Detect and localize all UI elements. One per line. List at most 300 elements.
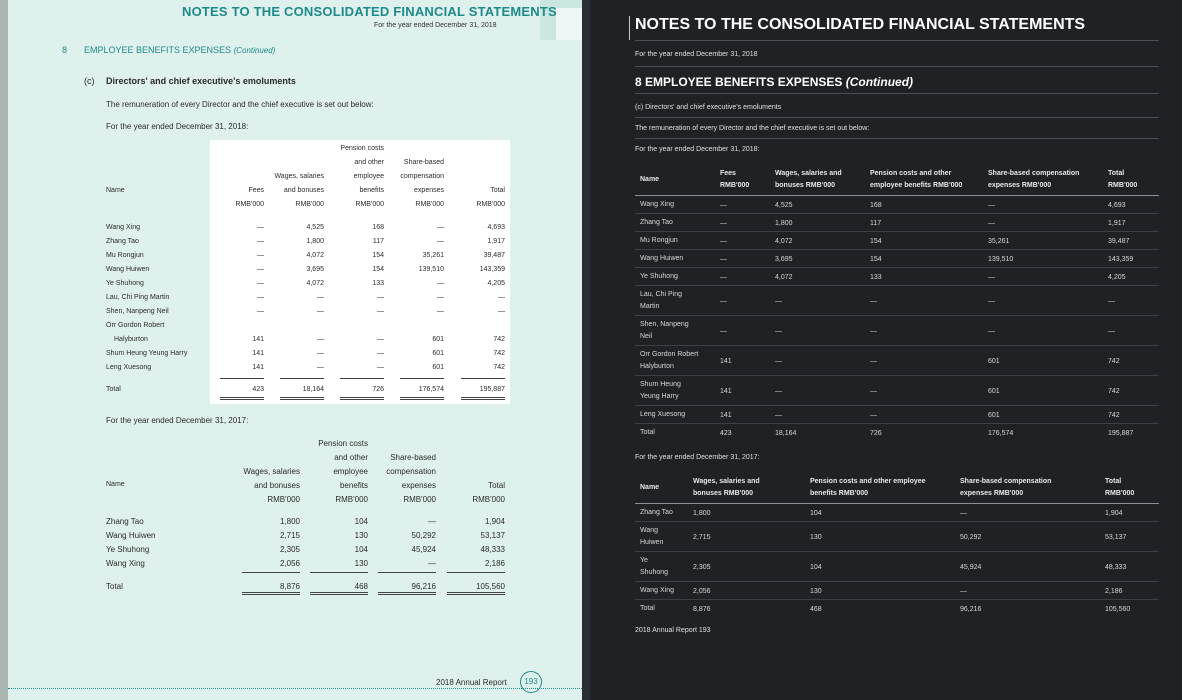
col-pension-header-line: RMB'000 (335, 495, 368, 504)
cell-total: 48,333 (1105, 563, 1127, 571)
row-rule (635, 405, 1159, 406)
subsection-title: Directors' and chief executive's emoluments (106, 76, 296, 86)
row-name: Zhang Tao (106, 517, 144, 526)
cell-share: — (988, 201, 995, 209)
footer-rule (8, 688, 582, 689)
col-total-header-line: RMB'000 (472, 495, 505, 504)
row-name: Wang Huiwen (640, 255, 684, 262)
cell-share: 96,216 (960, 605, 982, 613)
cell-share: — (428, 517, 436, 526)
col-share-header-line: Share-based (390, 453, 436, 462)
row-name: Halyburton (114, 336, 148, 343)
cell-share: — (960, 587, 967, 595)
cell-pension: — (377, 308, 384, 315)
column-rule (461, 378, 505, 379)
col-share-header-line: expenses (401, 481, 436, 490)
cell-fees: — (720, 327, 727, 335)
cell-total: — (1108, 297, 1115, 305)
cell-total: 143,359 (479, 266, 505, 273)
cell-fees: — (257, 280, 264, 287)
col-header-name: Name (106, 187, 125, 194)
cell-share: — (988, 219, 995, 227)
cell-share: — (437, 294, 444, 301)
cell-share: — (988, 273, 995, 281)
cell-pension: 726 (870, 429, 882, 437)
column-rule (340, 378, 384, 379)
cell-fees: — (257, 308, 264, 315)
cell-total: 1,904 (484, 517, 505, 526)
cell-pension: 104 (810, 563, 822, 571)
col-header-total: Total (1105, 478, 1122, 485)
cell-total: 39,487 (1108, 237, 1130, 245)
row-rule (635, 315, 1159, 316)
total-label: Total (106, 386, 121, 393)
cell-total: 1,904 (1105, 509, 1123, 517)
col-header-share: expenses RMB'000 (960, 490, 1024, 497)
row-name: Zhang Tao (640, 219, 673, 226)
col-header-fees: Fees (720, 170, 736, 177)
cell-share: 139,510 (988, 255, 1014, 263)
total-total: 195,887 (479, 386, 505, 393)
cell-wages: 1,800 (306, 238, 324, 245)
cell-share: — (437, 280, 444, 287)
page-tab-mark-inner (556, 8, 582, 40)
col-header-fees: RMB'000 (720, 182, 750, 189)
col-header-share: Share-based compensation (960, 478, 1052, 485)
year-2017-label: For the year ended December 31, 2017: (106, 416, 249, 425)
col-header-wages: bonuses RMB'000 (693, 490, 754, 497)
cell-total: 2,186 (484, 559, 505, 568)
cell-wages: — (775, 357, 782, 365)
cell-fees: — (720, 219, 727, 227)
cell-total: 742 (493, 364, 505, 371)
col-wages-header-line: and bonuses (283, 187, 324, 194)
cell-total: 48,333 (480, 545, 505, 554)
cell-pension: — (377, 336, 384, 343)
col-header-name: Name (640, 176, 660, 183)
row-name: Shum Heung Yeung Harry (106, 350, 188, 357)
row-rule (635, 551, 1159, 552)
rendered-page-pane (590, 0, 1182, 700)
page-title: NOTES TO THE CONSOLIDATED FINANCIAL STATEMENTS (635, 16, 1086, 33)
col-share-header-line: Share-based (403, 159, 444, 166)
total-share: 176,574 (418, 386, 444, 393)
total-share: 96,216 (411, 582, 436, 591)
row-name: Halyburton (640, 363, 674, 370)
cell-wages: — (317, 350, 324, 357)
col-pension-header-line: and other (354, 159, 384, 166)
cell-fees: — (720, 297, 727, 305)
cell-total: 742 (493, 350, 505, 357)
cell-wages: 4,072 (775, 273, 793, 281)
cell-share: — (988, 297, 995, 305)
col-total-header-line: Total (488, 481, 505, 490)
cell-fees: — (257, 294, 264, 301)
total-wages: 18,164 (302, 386, 324, 393)
cell-wages: 8,876 (693, 605, 711, 613)
cell-wages: 4,525 (306, 224, 324, 231)
cell-fees: 141 (720, 357, 732, 365)
cell-share: 176,574 (988, 429, 1014, 437)
row-rule (635, 213, 1159, 214)
col-pension-header-line: benefits (359, 187, 384, 194)
cell-pension: 130 (810, 587, 822, 595)
row-rule (635, 285, 1159, 286)
cell-share: 139,510 (418, 266, 444, 273)
cell-pension: — (377, 350, 384, 357)
cell-pension: — (870, 387, 877, 395)
cell-share: 45,924 (411, 545, 436, 554)
section-title-text: EMPLOYEE BENEFITS EXPENSES (84, 45, 232, 55)
cell-fees: — (720, 201, 727, 209)
cell-wages: 1,800 (279, 517, 300, 526)
cell-total: 195,887 (1108, 429, 1134, 437)
col-header-pension: employee benefits RMB'000 (870, 182, 963, 189)
cell-wages: — (775, 387, 782, 395)
cell-total: 742 (1108, 411, 1120, 419)
row-rule (635, 599, 1159, 600)
cell-wages: 2,305 (279, 545, 300, 554)
col-header-total: RMB'000 (1108, 182, 1138, 189)
cell-pension: 154 (870, 255, 882, 263)
footer-text: 2018 Annual Report 193 (635, 627, 711, 634)
cell-total: 39,487 (483, 252, 505, 259)
row-name: Wang Xing (640, 587, 674, 594)
header-rule (635, 503, 1159, 504)
row-name: Shen, Nanpeng Neil (106, 308, 169, 315)
cell-fees: — (257, 238, 264, 245)
cell-total: 53,137 (1105, 533, 1127, 541)
cell-total: 4,693 (487, 224, 505, 231)
cell-wages: 1,800 (693, 509, 711, 517)
cell-total: 742 (1108, 387, 1120, 395)
col-header-wages: bonuses RMB'000 (775, 182, 836, 189)
row-name: Wang Huiwen (106, 266, 150, 273)
cell-fees: 141 (720, 387, 732, 395)
column-rule (242, 572, 300, 573)
row-rule (635, 267, 1159, 268)
cell-wages: 4,072 (775, 237, 793, 245)
cell-wages: 18,164 (775, 429, 797, 437)
col-pension-header-line: Pension costs (318, 439, 368, 448)
cell-share: 601 (432, 350, 444, 357)
title-rule (635, 40, 1159, 41)
cell-total: 742 (493, 336, 505, 343)
col-fees-header-line: Fees (248, 187, 264, 194)
cell-wages: 2,305 (693, 563, 711, 571)
column-double-rule (340, 397, 384, 400)
cell-share: 601 (988, 357, 1000, 365)
row-name: Wang Xing (640, 201, 674, 208)
subsection-label: (c) (84, 76, 95, 86)
col-header-wages: Wages, salaries and (775, 170, 842, 177)
cell-pension: — (870, 357, 877, 365)
row-name: Ye Shuhong (640, 273, 678, 280)
col-header-name: Name (106, 481, 125, 488)
column-double-rule (280, 397, 324, 400)
col-pension-header-line: and other (334, 453, 368, 462)
row-name: Wang Xing (106, 224, 140, 231)
row-name: Leng Xuesong (640, 411, 686, 418)
cell-wages: 2,056 (693, 587, 711, 595)
cell-fees: — (720, 237, 727, 245)
cell-share: 601 (432, 364, 444, 371)
subtitle-rule (635, 66, 1159, 67)
cell-total: 2,186 (1105, 587, 1123, 595)
title-bar-mark (629, 16, 630, 40)
cell-share: — (437, 308, 444, 315)
cell-pension: 117 (372, 238, 384, 245)
row-rule (635, 581, 1159, 582)
page-number: 193 (520, 671, 542, 693)
row-name: Orr Gordon Robert (106, 322, 165, 329)
page-subtitle: For the year ended December 31, 2018 (635, 51, 758, 58)
row-name: Shuhong (640, 569, 669, 576)
total-wages: 8,876 (279, 582, 300, 591)
section-title (635, 75, 913, 89)
intro-text: The remuneration of every Director and the chief executive is set out below: (106, 100, 374, 109)
cell-total: — (498, 308, 505, 315)
cell-wages: 2,715 (279, 531, 300, 540)
cell-fees: 141 (252, 364, 264, 371)
total-fees: 423 (252, 386, 264, 393)
cell-pension: 133 (372, 280, 384, 287)
cell-pension: 168 (372, 224, 384, 231)
cell-fees: — (257, 252, 264, 259)
cell-wages: 4,072 (306, 280, 324, 287)
total-label: Total (106, 582, 123, 591)
col-header-pension: Pension costs and other (870, 170, 952, 177)
col-wages-header-line: and bonuses (254, 481, 300, 490)
cell-share: — (437, 224, 444, 231)
cell-wages: 1,800 (775, 219, 793, 227)
cell-total: 1,917 (1108, 219, 1126, 227)
cell-pension: 154 (870, 237, 882, 245)
col-header-total: Total (1108, 170, 1125, 177)
row-name: Wang Xing (106, 559, 145, 568)
cell-total: 143,359 (1108, 255, 1134, 263)
cell-share: 601 (988, 411, 1000, 419)
cell-wages: — (317, 308, 324, 315)
page-title: NOTES TO THE CONSOLIDATED FINANCIAL STATEMENTS (182, 4, 557, 19)
cell-share: 45,924 (960, 563, 982, 571)
cell-wages: 3,695 (775, 255, 793, 263)
row-rule (635, 345, 1159, 346)
section-rule (635, 93, 1159, 94)
cell-pension: 133 (870, 273, 882, 281)
cell-share: 35,261 (988, 237, 1010, 245)
column-rule (400, 378, 444, 379)
cell-fees: 141 (252, 336, 264, 343)
cell-fees: 423 (720, 429, 732, 437)
section-continued: (Continued) (845, 75, 914, 89)
cell-share: 35,261 (422, 252, 444, 259)
column-double-rule (400, 397, 444, 400)
footer-text: 2018 Annual Report (436, 678, 507, 687)
row-name: Yeung Harry (640, 393, 679, 400)
row-name: Neil (640, 333, 653, 340)
cell-wages: 4,072 (306, 252, 324, 259)
row-name: Shum Heung (640, 381, 681, 388)
col-pension-header-line: employee (353, 173, 384, 180)
column-rule (280, 378, 324, 379)
page-subtitle: For the year ended December 31, 2018 (374, 22, 497, 29)
cell-share: 50,292 (411, 531, 436, 540)
column-double-rule (447, 592, 505, 595)
cell-total: 4,205 (1108, 273, 1126, 281)
cell-total: 1,917 (487, 238, 505, 245)
intro-rule (635, 138, 1159, 139)
row-name: Zhang Tao (106, 238, 139, 245)
cell-pension: — (377, 364, 384, 371)
cell-share: — (988, 327, 995, 335)
row-rule (635, 231, 1159, 232)
cell-total: — (498, 294, 505, 301)
section-title-text: 8 EMPLOYEE BENEFITS EXPENSES (635, 75, 843, 89)
col-header-share: expenses RMB'000 (988, 182, 1052, 189)
col-wages-header-line: RMB'000 (267, 495, 300, 504)
col-share-header-line: RMB'000 (403, 495, 436, 504)
col-pension-header-line: RMB'000 (355, 201, 384, 208)
row-rule (635, 375, 1159, 376)
row-name: Wang (640, 527, 659, 534)
col-header-wages: Wages, salaries and (693, 478, 760, 485)
col-share-header-line: compensation (386, 467, 436, 476)
intro-text: The remuneration of every Director and the chief executive is set out below: (635, 125, 870, 132)
cell-share: 601 (432, 336, 444, 343)
cell-fees: — (257, 266, 264, 273)
col-pension-header-line: Pension costs (340, 145, 384, 152)
col-share-header-line: RMB'000 (415, 201, 444, 208)
cell-wages: — (775, 297, 782, 305)
cell-total: — (1108, 327, 1115, 335)
cell-share: 601 (988, 387, 1000, 395)
col-pension-header-line: employee (333, 467, 368, 476)
col-fees-header-line: RMB'000 (235, 201, 264, 208)
header-rule (635, 195, 1159, 196)
row-name: Wang Huiwen (106, 531, 156, 540)
cell-pension: — (870, 411, 877, 419)
row-rule (635, 423, 1159, 424)
row-name: Ye Shuhong (106, 545, 150, 554)
cell-total: 4,693 (1108, 201, 1126, 209)
row-name: Shen, Nanpeng (640, 321, 689, 328)
column-rule (310, 572, 368, 573)
cell-pension: 468 (810, 605, 822, 613)
cell-wages: — (775, 327, 782, 335)
cell-pension: 130 (810, 533, 822, 541)
cell-pension: 117 (870, 219, 882, 227)
total-pension: 468 (354, 582, 368, 591)
row-name: Total (640, 429, 655, 436)
col-header-name: Name (640, 484, 660, 491)
row-name: Huiwen (640, 539, 664, 546)
row-name: Orr Gordon Robert (640, 351, 699, 358)
row-name: Ye Shuhong (106, 280, 144, 287)
cell-wages: — (775, 411, 782, 419)
cell-wages: — (317, 336, 324, 343)
page-edge (0, 0, 8, 700)
section-number: 8 (62, 45, 68, 55)
scanned-page-pane (0, 0, 582, 700)
cell-pension: 168 (870, 201, 882, 209)
row-name: Lau, Chi Ping (640, 291, 683, 298)
year-2017-label: For the year ended December 31, 2017: (635, 454, 760, 461)
cell-wages: — (317, 294, 324, 301)
cell-pension: 130 (354, 531, 368, 540)
section-title (84, 45, 275, 55)
cell-pension: 154 (372, 252, 384, 259)
total-total: 105,560 (476, 582, 505, 591)
col-header-pension: benefits RMB'000 (810, 490, 869, 497)
cell-wages: 2,056 (279, 559, 300, 568)
col-header-total: RMB'000 (1105, 490, 1135, 497)
col-pension-header-line: benefits (339, 481, 368, 490)
col-wages-header-line: Wages, salaries (243, 467, 300, 476)
total-pension: 726 (372, 386, 384, 393)
cell-pension: 104 (354, 517, 368, 526)
col-wages-header-line: Wages, salaries (274, 173, 324, 180)
column-double-rule (310, 592, 368, 595)
row-name: Mu Rongjun (640, 237, 678, 244)
cell-wages: 2,715 (693, 533, 711, 541)
column-rule (447, 572, 505, 573)
cell-fees: — (720, 273, 727, 281)
cell-share: 50,292 (960, 533, 982, 541)
col-total-header-line: RMB'000 (476, 201, 505, 208)
row-name: Lau, Chi Ping Martin (106, 294, 170, 301)
cell-fees: — (257, 224, 264, 231)
cell-total: 105,560 (1105, 605, 1131, 613)
row-name: Leng Xuesong (106, 364, 152, 371)
cell-fees: 141 (720, 411, 732, 419)
row-name: Martin (640, 303, 660, 310)
cell-pension: — (870, 297, 877, 305)
cell-wages: — (317, 364, 324, 371)
cell-pension: 104 (810, 509, 822, 517)
cell-pension: 104 (354, 545, 368, 554)
col-header-share: Share-based compensation (988, 170, 1080, 177)
col-share-header-line: expenses (414, 187, 444, 194)
cell-pension: — (377, 294, 384, 301)
col-wages-header-line: RMB'000 (295, 201, 324, 208)
cell-pension: — (870, 327, 877, 335)
col-total-header-line: Total (490, 187, 505, 194)
col-header-pension: Pension costs and other employee (810, 478, 926, 485)
cell-share: — (428, 559, 436, 568)
column-double-rule (378, 592, 436, 595)
cell-wages: 4,525 (775, 201, 793, 209)
column-rule (220, 378, 264, 379)
row-rule (635, 249, 1159, 250)
section-continued: (Continued) (233, 46, 276, 55)
column-double-rule (461, 397, 505, 400)
column-double-rule (242, 592, 300, 595)
cell-share: — (437, 238, 444, 245)
cell-pension: 154 (372, 266, 384, 273)
row-name: Mu Rongjun (106, 252, 144, 259)
column-double-rule (220, 397, 264, 400)
row-name: Ye (640, 557, 648, 564)
row-name: Zhang Tao (640, 509, 673, 516)
year-2018-label: For the year ended December 31, 2018: (106, 122, 249, 131)
cell-pension: 130 (354, 559, 368, 568)
cell-share: — (960, 509, 967, 517)
cell-fees: 141 (252, 350, 264, 357)
cell-fees: — (720, 255, 727, 263)
year-2018-label: For the year ended December 31, 2018: (635, 146, 760, 153)
subsection-title: (c) Directors' and chief executive's emoluments (635, 104, 782, 111)
